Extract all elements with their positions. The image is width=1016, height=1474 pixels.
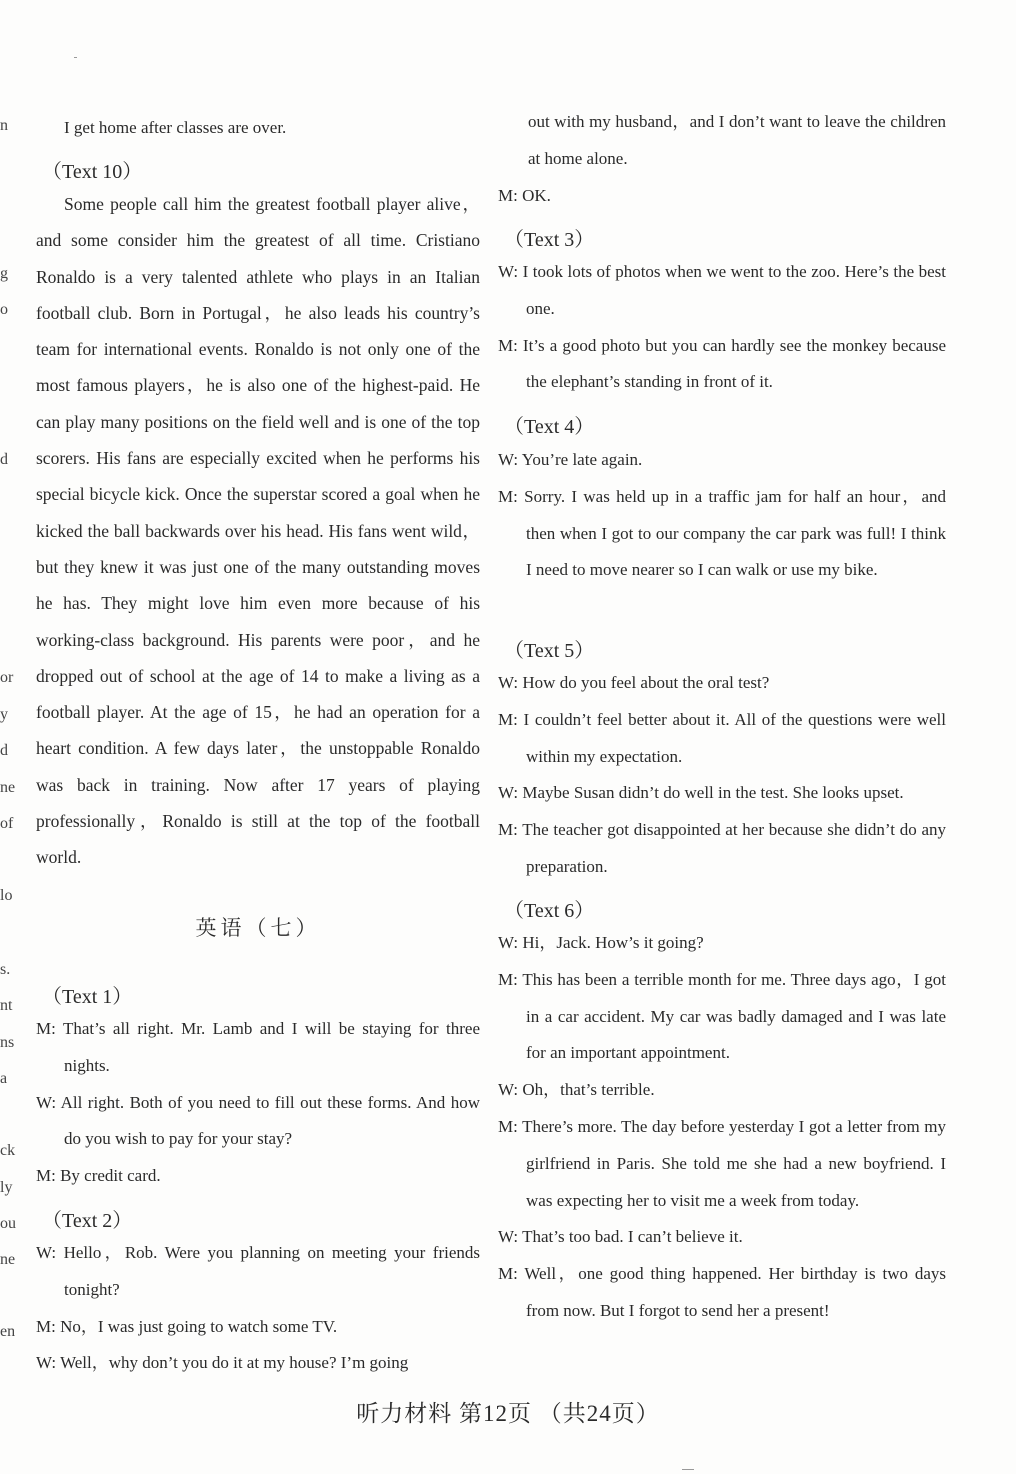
text3-dialogue <box>498 254 946 401</box>
text2-continuation <box>498 104 946 214</box>
text4-dialogue <box>498 442 946 589</box>
dialogue-line: M: It’s a good photo but you can hardly see the monkey because the elephant’s standing in front of it. <box>498 335 946 392</box>
dialogue-line: W: You’re late again. <box>498 450 643 469</box>
gutter-fragment: n <box>0 117 8 134</box>
gutter-fragment: ly <box>0 1179 13 1196</box>
dialogue-line: W: All right. Both of you need to fill out these forms. And how do you wish to pay for your stay? <box>36 1092 480 1149</box>
text1-dialogue <box>36 1011 480 1195</box>
dialogue-line: W: Well，why don’t you do it at my house? I’m going <box>36 1353 409 1373</box>
text2-heading: （Text 2） <box>42 1210 133 1232</box>
gutter-fragment: d <box>0 742 8 759</box>
gutter-fragment: en <box>0 1323 16 1340</box>
gutter-fragment: or <box>0 669 14 686</box>
dialogue-line: W: I took lots of photos when we went to the zoo. Here’s the best one. <box>498 262 946 318</box>
dialogue-line: M: Well，one good thing happened. Her birthday is two days from now. But I forgot to send her a present! <box>498 1264 946 1320</box>
adjacent-page-gutter <box>0 0 20 1474</box>
dialogue-line: M: By credit card. <box>36 1166 161 1186</box>
gutter-fragment: of <box>0 815 14 832</box>
dialogue-line: M: That’s all right. Mr. Lamb and I will be staying for three nights. <box>36 1019 480 1075</box>
section-title: 英语（七） <box>195 916 321 940</box>
text4-heading: （Text 4） <box>504 416 595 438</box>
intro-line: I get home after classes are over. <box>64 118 287 137</box>
text3-heading: （Text 3） <box>504 229 595 251</box>
dialogue-line: M: There’s more. The day before yesterday I got a letter from my girlfriend in Paris. She told me she had a new boyfriend. I was expecting her to visit me a week from today. <box>498 1116 946 1210</box>
text10-heading: （Text 10） <box>42 161 143 183</box>
gutter-fragment: o <box>0 301 8 318</box>
dialogue-line: M: No，I was just going to watch some TV. <box>36 1316 338 1336</box>
scan-speck <box>682 1469 694 1470</box>
dialogue-line: out with my husband，and I don’t want to leave the children at home alone. <box>528 112 946 168</box>
gutter-fragment: ck <box>0 1142 16 1159</box>
gutter-fragment: g <box>0 265 8 282</box>
text5-heading: （Text 5） <box>504 640 595 662</box>
dialogue-line: M: The teacher got disappointed at her because she didn’t do any preparation. <box>498 820 946 876</box>
text6-heading: （Text 6） <box>504 900 595 922</box>
gutter-fragment: lo <box>0 887 13 904</box>
page-footer: 听力材料 第12页 （共24页） <box>356 1401 660 1426</box>
dialogue-line: W: Hi，Jack. How’s it going? <box>498 933 704 952</box>
gutter-fragment: a <box>0 1070 8 1087</box>
text6-dialogue <box>498 925 946 1330</box>
gutter-fragment: ne <box>0 1251 16 1268</box>
dialogue-line: W: That’s too bad. I can’t believe it. <box>498 1227 743 1247</box>
scan-speck <box>74 57 77 58</box>
gutter-fragment: y <box>0 706 8 723</box>
text2-dialogue <box>36 1235 480 1382</box>
gutter-fragment: ns <box>0 1034 15 1051</box>
dialogue-line: M: Sorry. I was held up in a traffic jam for half an hour，and then when I got to our company the car park was full! I think I need to move nearer so I can walk or use my bike. <box>498 486 946 580</box>
dialogue-line: W: Oh，that’s terrible. <box>498 1080 655 1100</box>
dialogue-line: W: Maybe Susan didn’t do well in the test. She looks upset. <box>498 783 904 803</box>
gutter-fragment: ou <box>0 1215 16 1232</box>
text1-heading: （Text 1） <box>42 986 133 1008</box>
dialogue-line: M: This has been a terrible month for me. Three days ago，I got in a car accident. My car was badly damaged and I was late for an important appointment. <box>498 969 946 1063</box>
dialogue-line: W: How do you feel about the oral test? <box>498 673 770 692</box>
gutter-fragment: ne <box>0 779 16 796</box>
gutter-fragment: s. <box>0 961 11 978</box>
dialogue-line: M: OK. <box>498 185 551 205</box>
gutter-fragment: d <box>0 451 8 468</box>
dialogue-line: W: Hello，Rob. Were you planning on meeting your friends tonight? <box>36 1243 480 1299</box>
gutter-fragment: nt <box>0 997 13 1014</box>
dialogue-line: M: I couldn’t feel better about it. All of the questions were well within my expectation. <box>498 709 946 766</box>
text5-dialogue <box>498 665 946 886</box>
text10-paragraph: Some people call him the greatest football player alive，and some consider him the greatest of all time. Cristiano Ronaldo is a very talented athlete who plays in an Italian football club. Born in Portugal，he also leads his country’s team for international events. Ronaldo is not only one of the most famous players，he is also one of the highest-paid. He can play many positions on the field well and is one of the top scorers. His fans are especially excited when he performs his special bicycle kick. Once the superstar scored a goal when he kicked the ball backwards over his head. His fans went wild，but they knew it was just one of the many outstanding moves he has. They might love him even more because of his working-class background. His parents were poor，and he dropped out of school at the age of 14 to make a living as a football player. At the age of 15，he had an operation for a heart condition. A few days later，the unstoppable Ronaldo was back in training. Now after 17 years of playing professionally，Ronaldo is still at the top of the football world. <box>36 194 480 868</box>
